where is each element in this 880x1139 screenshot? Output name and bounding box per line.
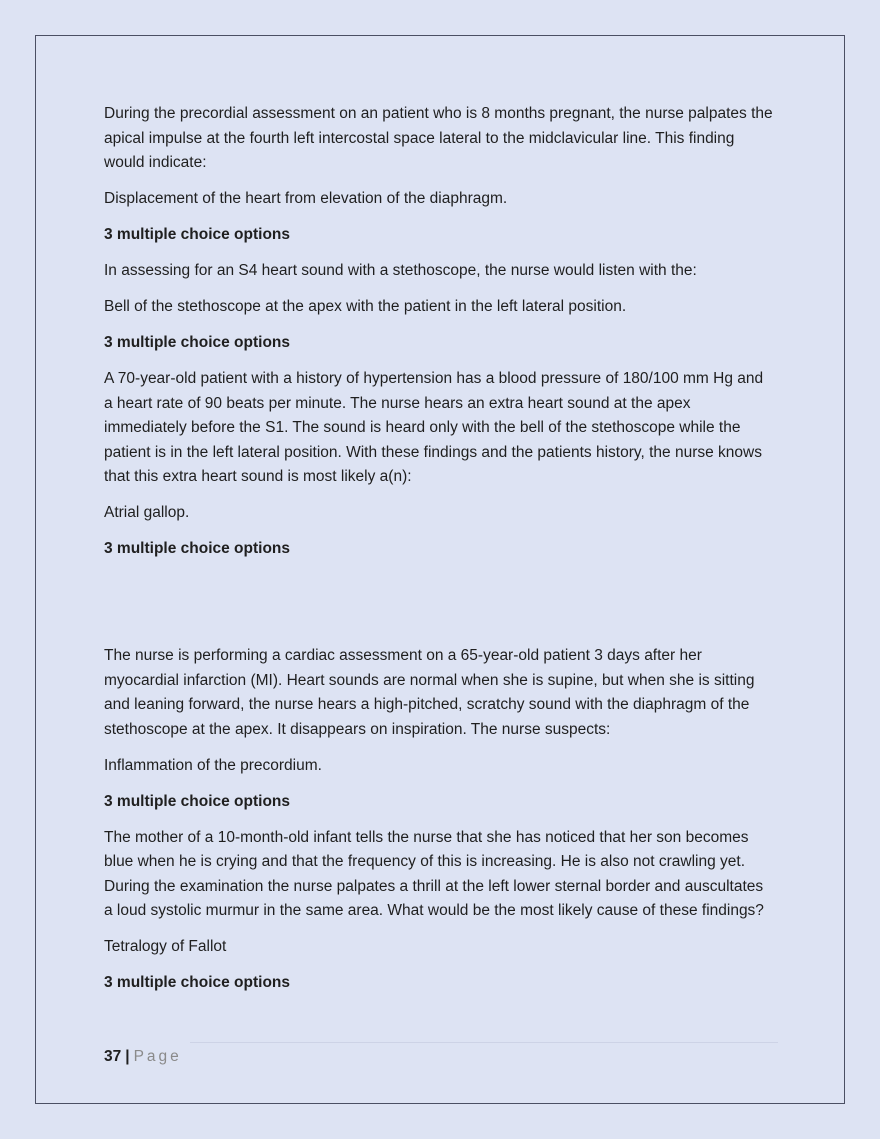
footer-separator: | — [125, 1048, 130, 1065]
multiple-choice-label: 3 multiple choice options — [104, 226, 291, 243]
question-answer: Inflammation of the precordium. — [104, 756, 322, 774]
multiple-choice-label: 3 multiple choice options — [104, 540, 291, 557]
question-prompt: During the precordial assessment on an patient who is 8 months pregnant, the nurse palpates the apical impulse at the fourth left intercostal space lateral to the midclavicular line. This finding would indicate: — [104, 105, 773, 171]
multiple-choice-label: 3 multiple choice options — [104, 974, 291, 991]
multiple-choice-label: 3 multiple choice options — [104, 334, 291, 351]
blank-space — [104, 573, 776, 644]
footer-divider — [190, 1042, 778, 1043]
question-answer: Displacement of the heart from elevation of the diaphragm. — [104, 190, 508, 207]
page-footer — [104, 1045, 182, 1069]
multiple-choice-label: 3 multiple choice options — [104, 792, 291, 810]
question-answer: Atrial gallop. — [104, 504, 190, 521]
question-prompt: In assessing for an S4 heart sound with a stethoscope, the nurse would listen with the: — [104, 262, 697, 279]
page-label: Page — [133, 1048, 182, 1065]
page-number: 37 — [104, 1048, 122, 1065]
question-prompt: The nurse is performing a cardiac assessment on a 65-year-old patient 3 days after her myocardial infarction (MI). Heart sounds are normal when she is supine, but when she is sitting and leaning forward, the nurse hears a high-pitched, scratchy sound with the diaphragm of the stethoscope at the apex. It disappears on inspiration. The nurse suspects: — [104, 647, 755, 738]
question-prompt: A 70-year-old patient with a history of hypertension has a blood pressure of 180/100 mm Hg and a heart rate of 90 beats per minute. The nurse hears an extra heart sound at the apex immediately before the S1. The sound is heard only with the bell of the stethoscope while the patient is in the left lateral position. With these findings and the patients history, the nurse knows that this extra heart sound is most likely a(n): — [104, 370, 764, 485]
document-body — [104, 102, 776, 1007]
question-prompt: The mother of a 10-month-old infant tells the nurse that she has noticed that her son becomes blue when he is crying and that the frequency of this is increasing. He is also not crawling yet. During the examination the nurse palpates a thrill at the left lower sternal border and auscultates a loud systolic murmur in the same area. What would be the most likely cause of these findings? — [104, 828, 764, 919]
question-answer: Bell of the stethoscope at the apex with the patient in the left lateral position. — [104, 298, 627, 315]
question-answer: Tetralogy of Fallot — [104, 938, 227, 955]
